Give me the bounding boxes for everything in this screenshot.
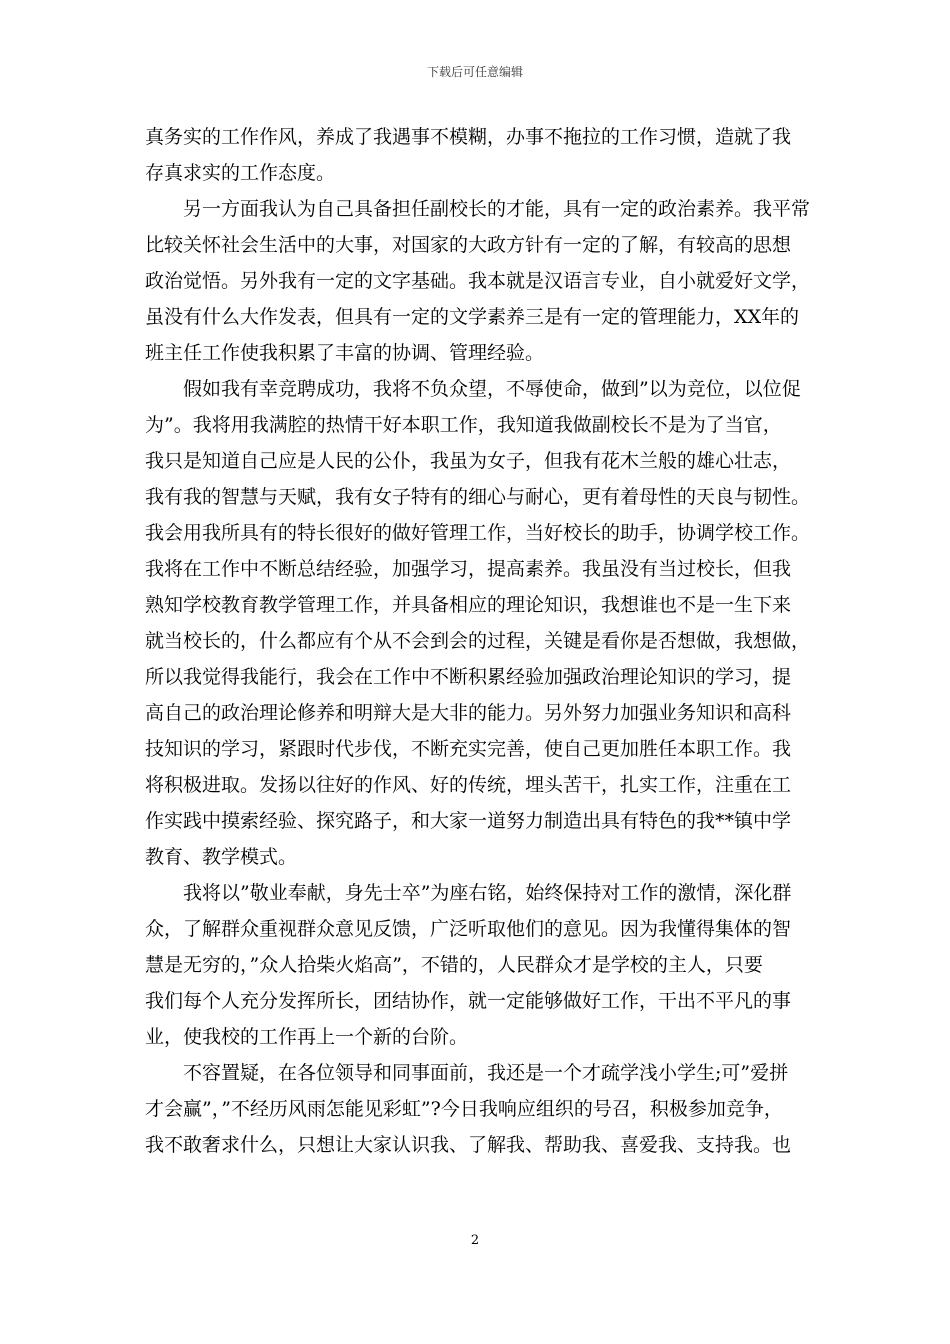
text-line: 我将在工作中不断总结经验，加强学习，提高素养。我虽没有当过校长，但我 <box>145 558 792 580</box>
text-line: 比较关怀社会生活中的大事，对国家的大政方针有一定的了解，有较高的思想 <box>145 234 792 256</box>
text-line: 作实践中摸索经验、探究路子，和大家一道努力制造出具有特色的我**镇中学 <box>145 810 792 832</box>
text-line: 虽没有什么大作发表，但具有一定的文学素养三是有一定的管理能力，XX年的 <box>145 306 800 328</box>
text-line: 我只是知道自己应是人民的公仆，我虽为女子，但我有花木兰般的雄心壮志， <box>145 450 792 472</box>
text-line: 我有我的智慧与天赋，我有女子特有的细心与耐心，更有着母性的天良与韧性。 <box>145 486 811 508</box>
text-line: 高自己的政治理论修养和明辩大是大非的能力。另外努力加强业务知识和高科 <box>145 702 792 724</box>
text-line: 真务实的工作作风，养成了我遇事不模糊，办事不拖拉的工作习惯，造就了我 <box>145 126 792 148</box>
text-line: 不容置疑，在各位领导和同事面前，我还是一个才疏学浅小学生;可”爱拼 <box>145 1062 789 1084</box>
text-line: 技知识的学习，紧跟时代步伐，不断充实完善，使自己更加胜任本职工作。我 <box>145 738 792 760</box>
text-line: 存真求实的工作态度。 <box>145 162 336 184</box>
page-number: 2 <box>470 1233 480 1248</box>
text-line: 另一方面我认为自己具备担任副校长的才能，具有一定的政治素养。我平常 <box>145 198 811 220</box>
text-line: 我将以”敬业奉献，身先士卒”为座右铭，始终保持对工作的激情，深化群 <box>145 882 792 904</box>
text-line: 所以我觉得我能行，我会在工作中不断积累经验加强政治理论知识的学习，提 <box>145 666 792 688</box>
text-line: 才会赢”，”不经历风雨怎能见彩虹”?今日我响应组织的号召，积极参加竞争， <box>145 1098 783 1120</box>
text-line: 众，了解群众重视群众意见反馈，广泛听取他们的意见。因为我懂得集体的智 <box>145 918 792 940</box>
text-line: 为”。我将用我满腔的热情干好本职工作，我知道我做副校长不是为了当官， <box>145 414 782 436</box>
text-line: 将积极进取。发扬以往好的作风、好的传统，埋头苦干，扎实工作，注重在工 <box>145 774 792 796</box>
page-header: 下载后可任意编辑 <box>426 65 523 79</box>
text-line: 熟知学校教育教学管理工作，并具备相应的理论知识，我想谁也不是一生下来 <box>145 594 792 616</box>
text-line: 我们每个人充分发挥所长，团结协作，就一定能够做好工作，干出不平凡的事 <box>145 990 792 1012</box>
text-line: 政治觉悟。另外我有一定的文字基础。我本就是汉语言专业，自小就爱好文学， <box>145 270 811 292</box>
document-body <box>145 119 825 1163</box>
text-line: 慧是无穷的，”众人拾柴火焰高”，不错的，人民群众才是学校的主人，只要 <box>145 954 763 976</box>
text-line: 我会用我所具有的特长很好的做好管理工作，当好校长的助手，协调学校工作。 <box>145 522 811 544</box>
text-line: 教育、教学模式。 <box>145 846 298 868</box>
text-line: 假如我有幸竞聘成功，我将不负众望，不辱使命，做到”以为竞位，以位促 <box>145 378 801 400</box>
text-line: 班主任工作使我积累了丰富的协调、管理经验。 <box>145 342 545 364</box>
text-line: 业，使我校的工作再上一个新的台阶。 <box>145 1026 469 1048</box>
text-line: 我不敢奢求什么，只想让大家认识我、了解我、帮助我、喜爱我、支持我。也 <box>145 1134 792 1156</box>
text-line: 就当校长的，什么都应有个从不会到会的过程，关键是看你是否想做，我想做， <box>145 630 811 652</box>
